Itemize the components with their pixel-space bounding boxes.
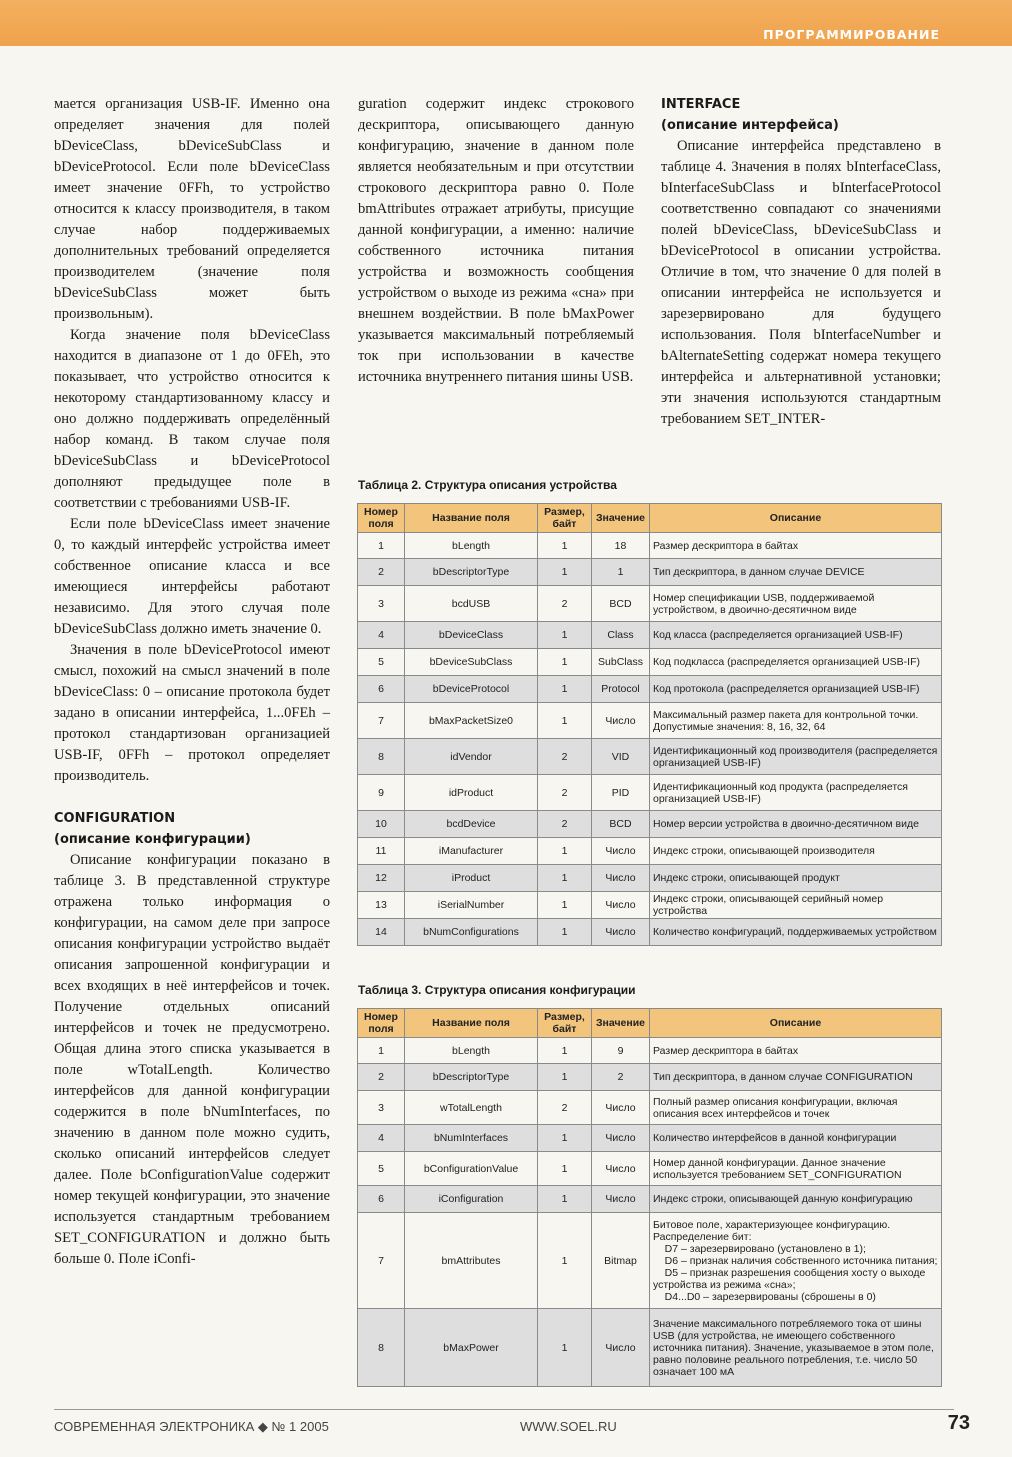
description-cell: Битовое поле, характеризующее конфигурацию. Распределение бит: D7 – зарезервировано (установлено в 1); D6 – признак наличия собственного источника питания; D5 – признак разрешения сообщения хосту о выходе устройства из режима «сна»; D4...D0 – зарезервированы (сброшены в 0) (650, 1213, 942, 1309)
description-cell: Индекс строки, описывающей серийный номер устройства (650, 892, 942, 919)
column-header: Описание (650, 504, 942, 533)
paragraph: Описание конфигурации показано в таблице 3. В представленной структуре отражена только информация о конфигурации, на самом деле при запросе описания конфигурации устройство выдаёт описания запрошенной конфигурации и всех входящих в неё интерфейсов и точек. Получение отдельных описаний интерфейсов и точек не предусмотрено. Общая длина этого списка указывается в поле wTotalLength. Количество интерфейсов для данной конфигурации содержится в поле bNumInterfaces, по значению в данном поле можно судить, сколько описаний интерфейсов следует далее. Поле bConfigurationValue содержит номер текущей конфигурации, это значение используется стандартным требованием SET_CONFIGURATION и должно быть больше 0. Поле iConfi- (54, 852, 330, 1267)
value-cell: Число (592, 1309, 650, 1387)
column-header: Значение (592, 504, 650, 533)
table-row (358, 649, 942, 676)
table-2-title: Таблица 2. Структура описания устройства (358, 478, 617, 492)
field-name-cell: bDescriptorType (405, 559, 538, 586)
table-3-title: Таблица 3. Структура описания конфигурации (358, 983, 636, 997)
size-cell: 1 (538, 1038, 592, 1064)
value-cell: VID (592, 739, 650, 775)
table-2 (357, 503, 942, 946)
table-row (358, 1186, 942, 1213)
table-row (358, 892, 942, 919)
field-number-cell: 1 (358, 533, 405, 559)
paragraph: Если поле bDeviceClass имеет значение 0, то каждый интерфейс устройства имеет собственное описание класса и все имеющиеся интерфейсы работают независимо. Для этого случая поле bDeviceSubClass должно иметь значение 0. (54, 516, 330, 637)
table-row (358, 1064, 942, 1091)
field-number-cell: 12 (358, 865, 405, 892)
field-name-cell: idProduct (405, 775, 538, 811)
size-cell: 1 (538, 533, 592, 559)
field-number-cell: 11 (358, 838, 405, 865)
field-number-cell: 7 (358, 1213, 405, 1309)
field-number-cell: 14 (358, 919, 405, 946)
field-name-cell: iSerialNumber (405, 892, 538, 919)
description-cell: Идентификационный код производителя (распределяется организацией USB-IF) (650, 739, 942, 775)
field-name-cell: bDeviceProtocol (405, 676, 538, 703)
field-number-cell: 10 (358, 811, 405, 838)
table-header-row (358, 1009, 942, 1038)
field-name-cell: bNumInterfaces (405, 1125, 538, 1152)
description-cell: Номер версии устройства в двоично-десятичном виде (650, 811, 942, 838)
field-number-cell: 3 (358, 586, 405, 622)
field-name-cell: bDeviceSubClass (405, 649, 538, 676)
table-row (358, 1125, 942, 1152)
column-header: Размер, байт (538, 504, 592, 533)
text-column-2 (358, 94, 634, 388)
column-header: Номер поля (358, 1009, 405, 1038)
value-cell: Число (592, 1091, 650, 1125)
size-cell: 1 (538, 1309, 592, 1387)
field-number-cell: 2 (358, 1064, 405, 1091)
size-cell: 1 (538, 559, 592, 586)
table-row (358, 1309, 942, 1387)
value-cell: Число (592, 838, 650, 865)
value-cell: Число (592, 865, 650, 892)
column-header: Описание (650, 1009, 942, 1038)
paragraph: Когда значение поля bDeviceClass находится в диапазоне от 1 до 0FEh, это показывает, что устройство относится к некоторому стандартизованному классу и оно должно поддерживать определённый набор команд. В таком случае поля bDeviceSubClass и bDeviceProtocol дополняют предыдущее поле в соответствии с требованиями USB-IF. (54, 327, 330, 511)
value-cell: Число (592, 1125, 650, 1152)
value-cell: PID (592, 775, 650, 811)
field-name-cell: bmAttributes (405, 1213, 538, 1309)
table-row (358, 676, 942, 703)
paragraph: guration содержит индекс строкового дескриптора, описывающего данную конфигурацию, значение в данном поле является необязательным и при отсутствии строкового дескриптора равно 0. Поле bmAttributes отражает атрибуты, присущие данной конфигурации, а именно: наличие собственного источника питания устройства и возможность сообщения устройством о выходе из режима «сна» при внешнем воздействии. В поле bMaxPower указывается максимальный потребляемый ток при использовании в качестве источника внутреннего питания шины USB. (358, 96, 634, 385)
column-header: Название поля (405, 504, 538, 533)
column-header: Номер поля (358, 504, 405, 533)
table-row (358, 622, 942, 649)
table-3 (357, 1008, 942, 1387)
field-number-cell: 7 (358, 703, 405, 739)
description-cell: Идентификационный код продукта (распределяется организацией USB-IF) (650, 775, 942, 811)
description-cell: Номер данной конфигурации. Данное значение используется требованием SET_CONFIGURATION (650, 1152, 942, 1186)
description-cell: Максимальный размер пакета для контрольной точки. Допустимые значения: 8, 16, 32, 64 (650, 703, 942, 739)
size-cell: 1 (538, 865, 592, 892)
size-cell: 2 (538, 1091, 592, 1125)
value-cell: BCD (592, 811, 650, 838)
field-name-cell: bNumConfigurations (405, 919, 538, 946)
value-cell: 9 (592, 1038, 650, 1064)
description-cell: Код протокола (распределяется организацией USB-IF) (650, 676, 942, 703)
size-cell: 2 (538, 775, 592, 811)
value-cell: Число (592, 892, 650, 919)
journal-name: СОВРЕМЕННАЯ ЭЛЕКТРОНИКА ◆ № 1 2005 (54, 1419, 329, 1434)
field-name-cell: iConfiguration (405, 1186, 538, 1213)
field-name-cell: wTotalLength (405, 1091, 538, 1125)
table-row (358, 775, 942, 811)
column-header: Название поля (405, 1009, 538, 1038)
value-cell: Bitmap (592, 1213, 650, 1309)
description-cell: Тип дескриптора, в данном случае CONFIGURATION (650, 1064, 942, 1091)
field-name-cell: bMaxPower (405, 1309, 538, 1387)
description-cell: Индекс строки, описывающей производителя (650, 838, 942, 865)
description-cell: Код подкласса (распределяется организацией USB-IF) (650, 649, 942, 676)
field-name-cell: iManufacturer (405, 838, 538, 865)
size-cell: 1 (538, 1186, 592, 1213)
paragraph: Значения в поле bDeviceProtocol имеют смысл, похожий на смысл значений в поле bDeviceClass: 0 – описание протокола будет задано в описании интерфейса, 1...0FEh – протокол стандартизован организацией USB-IF, 0FFh – протокол определяет производитель. (54, 642, 330, 784)
table-row (358, 533, 942, 559)
table-row (358, 838, 942, 865)
value-cell: 1 (592, 559, 650, 586)
value-cell: 18 (592, 533, 650, 559)
field-name-cell: bcdUSB (405, 586, 538, 622)
field-number-cell: 4 (358, 622, 405, 649)
description-cell: Количество конфигураций, поддерживаемых устройством (650, 919, 942, 946)
description-cell: Индекс строки, описывающей данную конфигурацию (650, 1186, 942, 1213)
footer-divider (54, 1409, 954, 1410)
description-cell: Количество интерфейсов в данной конфигурации (650, 1125, 942, 1152)
value-cell: Число (592, 1186, 650, 1213)
section-heading: INTERFACE (661, 97, 741, 112)
size-cell: 1 (538, 1213, 592, 1309)
table-row (358, 1038, 942, 1064)
table-row (358, 1213, 942, 1309)
website: WWW.SOEL.RU (520, 1419, 617, 1434)
table-row (358, 703, 942, 739)
description-cell: Тип дескриптора, в данном случае DEVICE (650, 559, 942, 586)
text-column-1 (54, 94, 330, 1270)
field-number-cell: 3 (358, 1091, 405, 1125)
size-cell: 1 (538, 703, 592, 739)
section-heading: CONFIGURATION (54, 811, 176, 826)
size-cell: 2 (538, 586, 592, 622)
size-cell: 1 (538, 1152, 592, 1186)
field-name-cell: bDescriptorType (405, 1064, 538, 1091)
value-cell: BCD (592, 586, 650, 622)
size-cell: 1 (538, 1125, 592, 1152)
size-cell: 1 (538, 919, 592, 946)
column-header: Значение (592, 1009, 650, 1038)
field-name-cell: bMaxPacketSize0 (405, 703, 538, 739)
table-row (358, 586, 942, 622)
field-number-cell: 4 (358, 1125, 405, 1152)
table-row (358, 1091, 942, 1125)
description-cell: Полный размер описания конфигурации, включая описания всех интерфейсов и точек (650, 1091, 942, 1125)
field-number-cell: 6 (358, 676, 405, 703)
field-number-cell: 8 (358, 1309, 405, 1387)
table-row (358, 811, 942, 838)
table-row (358, 1152, 942, 1186)
size-cell: 2 (538, 811, 592, 838)
value-cell: Class (592, 622, 650, 649)
field-number-cell: 8 (358, 739, 405, 775)
size-cell: 1 (538, 892, 592, 919)
value-cell: SubClass (592, 649, 650, 676)
field-number-cell: 6 (358, 1186, 405, 1213)
table-row (358, 919, 942, 946)
table-header-row (358, 504, 942, 533)
section-subheading: (описание конфигурации) (54, 832, 251, 847)
field-name-cell: idVendor (405, 739, 538, 775)
field-number-cell: 13 (358, 892, 405, 919)
field-number-cell: 5 (358, 1152, 405, 1186)
size-cell: 1 (538, 676, 592, 703)
field-name-cell: iProduct (405, 865, 538, 892)
description-cell: Код класса (распределяется организацией USB-IF) (650, 622, 942, 649)
field-name-cell: bLength (405, 1038, 538, 1064)
description-cell: Номер спецификации USB, поддерживаемой устройством, в двоично-десятичном виде (650, 586, 942, 622)
value-cell: Protocol (592, 676, 650, 703)
paragraph: мается организация USB-IF. Именно она определяет значения для полей bDeviceClass, bDeviceSubClass и bDeviceProtocol. Если поле bDeviceClass имеет значение 0FFh, то устройство относится к классу производителя, в таком случае набор поддерживаемых дополнительных требований определяется производителем (значение поля bDeviceSubClass может быть произвольным). (54, 96, 330, 322)
description-cell: Размер дескриптора в байтах (650, 1038, 942, 1064)
page-number: 73 (947, 1412, 970, 1434)
table-row (358, 739, 942, 775)
value-cell: Число (592, 1152, 650, 1186)
field-number-cell: 5 (358, 649, 405, 676)
text-column-3 (661, 94, 941, 430)
description-cell: Значение максимального потребляемого тока от шины USB (для устройства, не имеющего собственного источника питания). Значение, указываемое в этом поле, равно половине реального потребления, т.е. число 50 означает 100 мА (650, 1309, 942, 1387)
value-cell: Число (592, 703, 650, 739)
section-subheading: (описание интерфейса) (661, 118, 839, 133)
field-name-cell: bcdDevice (405, 811, 538, 838)
table-row (358, 865, 942, 892)
table-row (358, 559, 942, 586)
field-number-cell: 2 (358, 559, 405, 586)
field-number-cell: 1 (358, 1038, 405, 1064)
field-name-cell: bDeviceClass (405, 622, 538, 649)
paragraph: Описание интерфейса представлено в таблице 4. Значения в полях bInterfaceClass, bInterfaceSubClass и bInterfaceProtocol соответственно совпадают со значениями полей bDeviceClass, bDeviceSubClass и bDeviceProtocol в описании устройства. Отличие в том, что значение 0 для полей в описании интерфейса не используется и зарезервировано для будущего использования. Поля bInterfaceNumber и bAlternateSetting содержат номера текущего интерфейса и альтернативной установки; эти значения используются стандартным требованием SET_INTER- (661, 138, 941, 427)
size-cell: 2 (538, 739, 592, 775)
size-cell: 1 (538, 1064, 592, 1091)
description-cell: Размер дескриптора в байтах (650, 533, 942, 559)
column-header: Размер, байт (538, 1009, 592, 1038)
value-cell: Число (592, 919, 650, 946)
section-label: ПРОГРАММИРОВАНИЕ (763, 27, 940, 42)
description-cell: Индекс строки, описывающей продукт (650, 865, 942, 892)
value-cell: 2 (592, 1064, 650, 1091)
field-name-cell: bConfigurationValue (405, 1152, 538, 1186)
size-cell: 1 (538, 649, 592, 676)
field-number-cell: 9 (358, 775, 405, 811)
size-cell: 1 (538, 622, 592, 649)
size-cell: 1 (538, 838, 592, 865)
field-name-cell: bLength (405, 533, 538, 559)
